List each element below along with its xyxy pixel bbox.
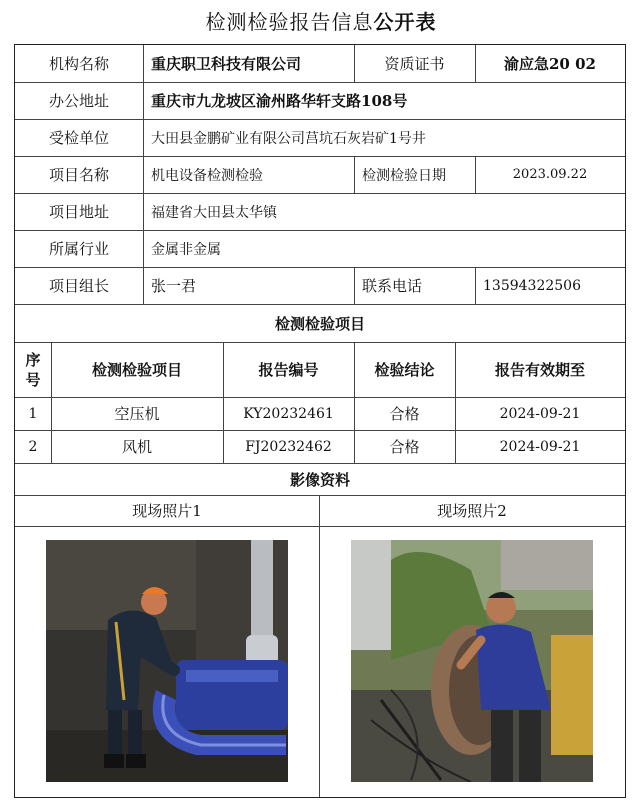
col-report-header: 报告编号 — [258, 361, 319, 379]
row2-valid: 2024-09-21 — [499, 438, 581, 455]
row2-item: 风机 — [121, 438, 152, 456]
site-photo-2 — [351, 540, 593, 782]
addr-label: 办公地址 — [48, 92, 109, 110]
col-item-header: 检测检验项目 — [91, 361, 182, 379]
client-label: 受检单位 — [48, 129, 109, 147]
col-valid-header: 报告有效期至 — [494, 361, 585, 379]
images-heading: 影像资料 — [289, 470, 350, 489]
row1-item: 空压机 — [114, 405, 160, 423]
leader-value: 张一君 — [151, 277, 197, 295]
phone-value: 13594322506 — [483, 277, 581, 294]
org-value: 重庆职卫科技有限公司 — [151, 55, 302, 73]
report-table — [14, 44, 626, 798]
photo1-label: 现场照片1 — [132, 502, 202, 520]
project-label: 项目名称 — [48, 166, 109, 184]
site-photo-1 — [46, 540, 288, 782]
site-label: 项目地址 — [48, 203, 109, 221]
row1-report: KY20232461 — [243, 405, 334, 422]
leader-label: 项目组长 — [48, 277, 109, 295]
phone-label: 联系电话 — [362, 277, 423, 295]
addr-value: 重庆市九龙坡区渝州路华轩支路108号 — [151, 92, 408, 110]
client-value: 大田县金鹏矿业有限公司莒坑石灰岩矿1号井 — [151, 130, 426, 147]
col-no-1: 序 — [25, 350, 41, 369]
col-no-2: 号 — [25, 370, 41, 389]
title-bold: 公开表 — [373, 10, 437, 34]
site-value: 福建省大田县太华镇 — [151, 204, 277, 221]
row2-report: FJ20232462 — [245, 438, 332, 455]
photo2-label: 现场照片2 — [437, 502, 507, 520]
cert-label: 资质证书 — [384, 55, 445, 73]
date-label: 检测检验日期 — [362, 167, 446, 184]
page-title — [0, 6, 642, 35]
row1-valid: 2024-09-21 — [499, 405, 581, 422]
industry-value: 金属非金属 — [151, 241, 221, 258]
items-heading: 检测检验项目 — [274, 314, 365, 333]
row2-result: 合格 — [389, 438, 420, 456]
title-normal: 检测检验报告信息 — [205, 10, 374, 34]
row2-no: 2 — [28, 438, 38, 455]
row1-result: 合格 — [389, 405, 420, 423]
cert-value: 渝应急20 02 — [504, 55, 596, 73]
date-value: 2023.09.22 — [512, 167, 588, 182]
row1-no: 1 — [28, 405, 38, 422]
project-value: 机电设备检测检验 — [151, 167, 263, 184]
col-result-header: 检验结论 — [374, 361, 435, 379]
col-no-header — [15, 342, 51, 397]
industry-label: 所属行业 — [48, 240, 109, 258]
org-label: 机构名称 — [48, 55, 109, 73]
